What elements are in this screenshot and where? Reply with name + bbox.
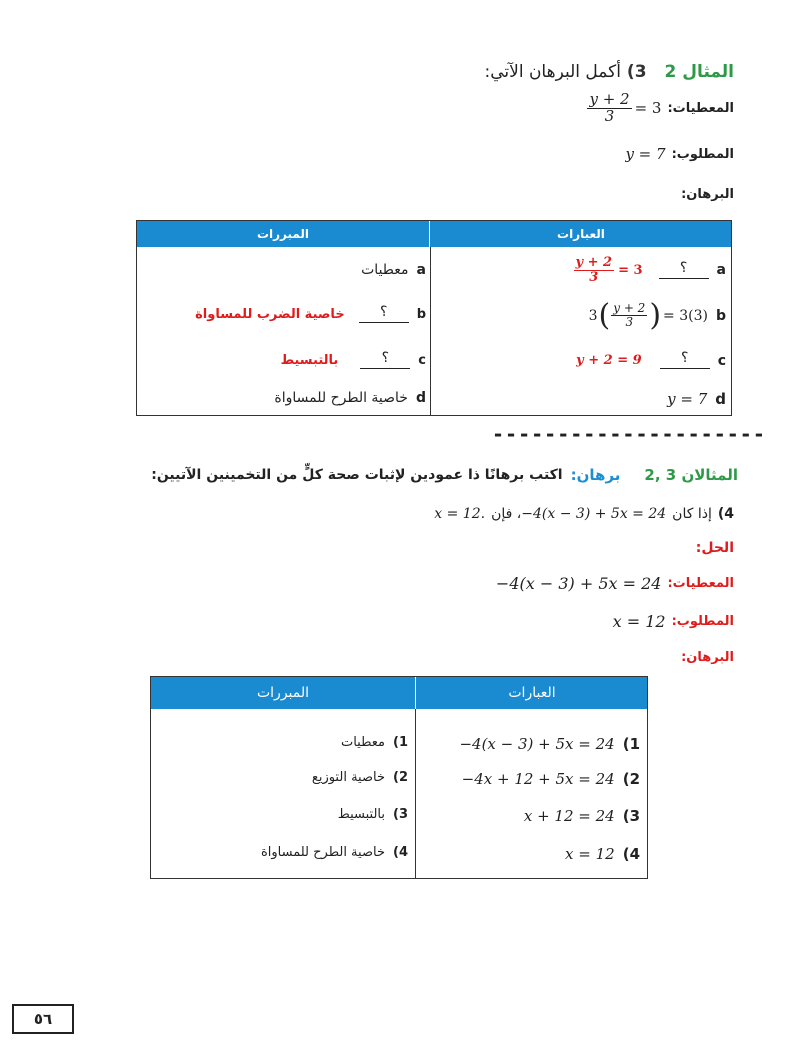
- header-reasons: المبررات: [151, 677, 416, 709]
- solution-label: الحل:: [695, 540, 734, 556]
- question-4: 4) إذا كان −4(x − 3) + 5x = 24 ، فإن x = 12.: [434, 506, 734, 522]
- header-statements: العبارات: [557, 227, 605, 241]
- proof-label-2: البرهان:: [681, 650, 734, 665]
- statement-row-1: 1) −4(x − 3) + 5x = 24: [459, 735, 640, 753]
- examples23-heading: [151, 466, 738, 484]
- header-statements: العبارات: [508, 685, 556, 701]
- proof-label: البرهان:: [681, 187, 734, 202]
- statement-row-2: 2) −4x + 12 + 5x = 24: [461, 770, 640, 788]
- required-line: [625, 145, 734, 163]
- required-line-2: [613, 612, 734, 631]
- statement-fraction: $\frac{y + 2}{3}$: [613, 301, 646, 329]
- givens-line-2: [496, 574, 734, 593]
- blank: ؟: [659, 262, 709, 279]
- page-number-box: [12, 1004, 74, 1034]
- column-divider: [430, 247, 431, 415]
- givens-equation: −4(x − 3) + 5x = 24: [495, 574, 662, 593]
- statement-row-b: b 3 ( $\frac{y + 2}{3}$ ) = 3(3): [588, 298, 726, 333]
- reason-row-1: 1) معطيات: [340, 735, 408, 750]
- proof-word: برهان:: [570, 466, 621, 484]
- reason-row-2: 2) خاصية التوزيع: [311, 770, 408, 785]
- header-reasons: المبررات: [137, 221, 430, 247]
- required-label: المطلوب:: [671, 614, 734, 629]
- reason-row-d: d خاصية الطرح للمساواة: [274, 390, 426, 406]
- reason-row-3: 3) بالتبسيط: [337, 807, 408, 822]
- required-label: المطلوب:: [671, 146, 734, 162]
- statement-row-a: a ؟ $\frac{y + 2}{3}$ = 3: [575, 255, 726, 285]
- table-header: [151, 677, 647, 709]
- instruction: اكتب برهانًا ذا عمودين لإثبات صحة كلٍّ من التخمينين الآتيين:: [151, 467, 563, 483]
- required-equation: x = 12: [612, 612, 666, 631]
- dashed-divider: ---------------------: [492, 422, 766, 446]
- reason-row-a: a معطيات: [361, 262, 426, 278]
- reason-row-b: b ؟ خاصية الضرب للمساواة: [195, 304, 426, 322]
- question-number: 4): [717, 506, 734, 522]
- reason-row-c: c ؟ بالتبسيط: [280, 350, 426, 368]
- examples-label: المثالان 3 ,2: [644, 466, 738, 484]
- example-label: المثال 2: [664, 62, 734, 82]
- blank: ؟: [360, 352, 410, 369]
- givens-label: المعطيات:: [667, 100, 734, 116]
- statement-fraction: $\frac{y + 2}{3}$: [575, 255, 613, 285]
- table-header: [137, 221, 731, 247]
- blank: ؟: [359, 306, 409, 323]
- givens-fraction: $\frac{y + 2}{3}$: [589, 90, 630, 125]
- blank: ؟: [660, 352, 710, 369]
- statement-row-4: 4) x = 12: [565, 845, 640, 863]
- column-divider: [415, 709, 416, 878]
- givens-line: المعطيات: $\frac{y + 2}{3}$ = 3: [589, 90, 734, 125]
- givens-label: المعطيات:: [667, 576, 734, 591]
- example2-heading: [314, 62, 734, 82]
- instruction: أكمل البرهان الآتي:: [484, 62, 621, 82]
- exercise-number: 3): [626, 62, 647, 82]
- statement-row-d: d y = 7: [667, 390, 726, 408]
- reason-row-4: 4) خاصية الطرح للمساواة: [260, 845, 408, 860]
- statement-row-3: 3) x + 12 = 24: [523, 807, 640, 825]
- statement-row-c: c ؟ y + 2 = 9: [576, 350, 726, 369]
- required-equation: y = 7: [625, 145, 666, 163]
- page-number: ٥٦: [33, 1010, 53, 1028]
